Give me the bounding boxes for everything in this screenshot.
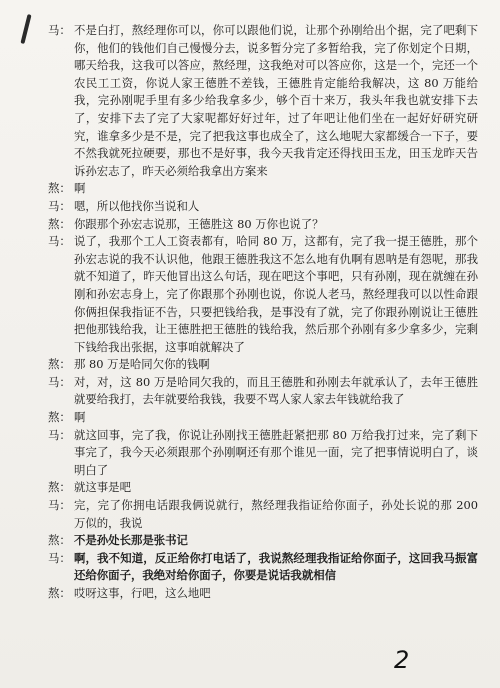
dialogue-line — [48, 233, 478, 356]
dialogue-line — [48, 497, 478, 532]
speaker-label: 熬： — [48, 586, 71, 600]
speaker-label: 马： — [48, 374, 71, 389]
transcript-body — [48, 22, 478, 603]
speaker-label: 马： — [48, 498, 71, 513]
dialogue-text: 那 80 万是哈同欠你的钱啊 — [74, 357, 210, 372]
speaker-label: 熬： — [48, 410, 71, 425]
dialogue-text: 啊 — [74, 410, 86, 425]
speaker-label: 马： — [48, 234, 71, 249]
dialogue-line — [48, 180, 478, 198]
dialogue-text: 就这回事，完了我，你说让孙刚找王德胜赶紧把那 80 万给我打过来，完了剩下事完了，我今天必须跟那个孙刚啊还有那个谁见一面，完了把事情说明白了，谈明白了 — [74, 427, 478, 477]
dialogue-line — [48, 409, 478, 427]
dialogue-line — [48, 374, 478, 409]
page-number: 2 — [394, 646, 410, 674]
speaker-label: 熬： — [48, 533, 71, 548]
speaker-label: 熬： — [48, 357, 71, 372]
dialogue-line — [48, 216, 478, 234]
dialogue-text: 完，完了你拥电话跟我俩说就行，熬经理我指证给你面子，孙处长说的那 200 万似的，我说 — [74, 498, 478, 530]
dialogue-line — [48, 585, 478, 603]
dialogue-line — [48, 550, 478, 585]
dialogue-text: 哎呀这事，行吧，这么地吧 — [74, 586, 211, 600]
speaker-label: 熬： — [48, 216, 71, 231]
dialogue-text: 不是孙处长那是张书记 — [74, 533, 188, 548]
dialogue-text: 就这事是吧 — [74, 480, 131, 495]
dialogue-text: 对，对，这 80 万是哈同欠我的，而且王德胜和孙刚去年就承认了，去年王德胜就要给我打，去年就要给我钱，我要不骂人家人家去年钱就给我了 — [74, 374, 478, 407]
dialogue-text: 嗯，所以他找你当说和人 — [74, 198, 200, 213]
dialogue-text: 说了，我那个工人工资表都有，哈同 80 万，这都有，完了我一提王德胜，那个孙宏志说的我不认识他，他跟王德胜我这不怎么地有仇啊有恩呐是有怨呢，那我就不知道了，昨天他冒出这么句话，现在吧这个事吧，只有孙刚，现在就缠在孙刚和孙宏志身上，完了你跟那个孙刚也说，你说人老马，熬经理我可以以性命跟你俩担保我指证不告，只要把钱给我，是事没有了就，完了你跟孙刚说让王德胜把他那钱给我，让王德胜把王德胜的钱给我，然后那个孙刚有多少拿多少，完剩下钱给我出张据，这事咱就解决了 — [74, 234, 478, 354]
dialogue-line — [48, 479, 478, 497]
dialogue-text: 你跟那个孙宏志说那，王德胜这 80 万你也说了？ — [74, 216, 324, 231]
speaker-label: 马： — [48, 23, 71, 37]
speaker-label: 马： — [48, 198, 71, 213]
dialogue-line — [48, 532, 478, 550]
pen-stroke-mark — [20, 14, 31, 44]
speaker-label: 马： — [48, 550, 71, 565]
dialogue-line — [48, 198, 478, 216]
dialogue-line — [48, 427, 478, 480]
dialogue-line — [48, 356, 478, 374]
dialogue-line — [48, 22, 478, 180]
speaker-label: 熬： — [48, 181, 71, 196]
dialogue-text: 不是白打，熬经理你可以，你可以跟他们说，让那个孙刚给出个据，完了吧剩下你，他们的钱他们自己慢慢分去，说多暂分完了多暂给我，完了你划定个日期，哪天给我，这我可以答应，熬经理，这我绝对可以答应你，这是一个，完还一个农民工工资，你说人家王德胜不差钱，王德胜肯定能给我解决，这 80 万能给我，完孙刚呢手里有多少给我拿多少，够个百十来万，我头年我也就安排下去了，安排下去了完了大家呢都好好过年，过了年吧让他们坐在一起好好研究研究，谁拿多少是不是，完了把我这事也成全了，这么地呢大家都缓合一下子，要不然我就死拉硬要，那也不是好事，我今天我肯定还得找田玉龙，田玉龙昨天告诉孙宏志了，昨天必须给我拿出方案来 — [74, 23, 478, 178]
dialogue-text: 啊 — [74, 181, 86, 196]
dialogue-text: 啊，我不知道，反正给你打电话了，我说熬经理我指证给你面子，这回我马振富还给你面子，我绝对给你面子，你要是说话我就相信 — [74, 550, 478, 583]
speaker-label: 熬： — [48, 480, 71, 495]
speaker-label: 马： — [48, 427, 71, 442]
